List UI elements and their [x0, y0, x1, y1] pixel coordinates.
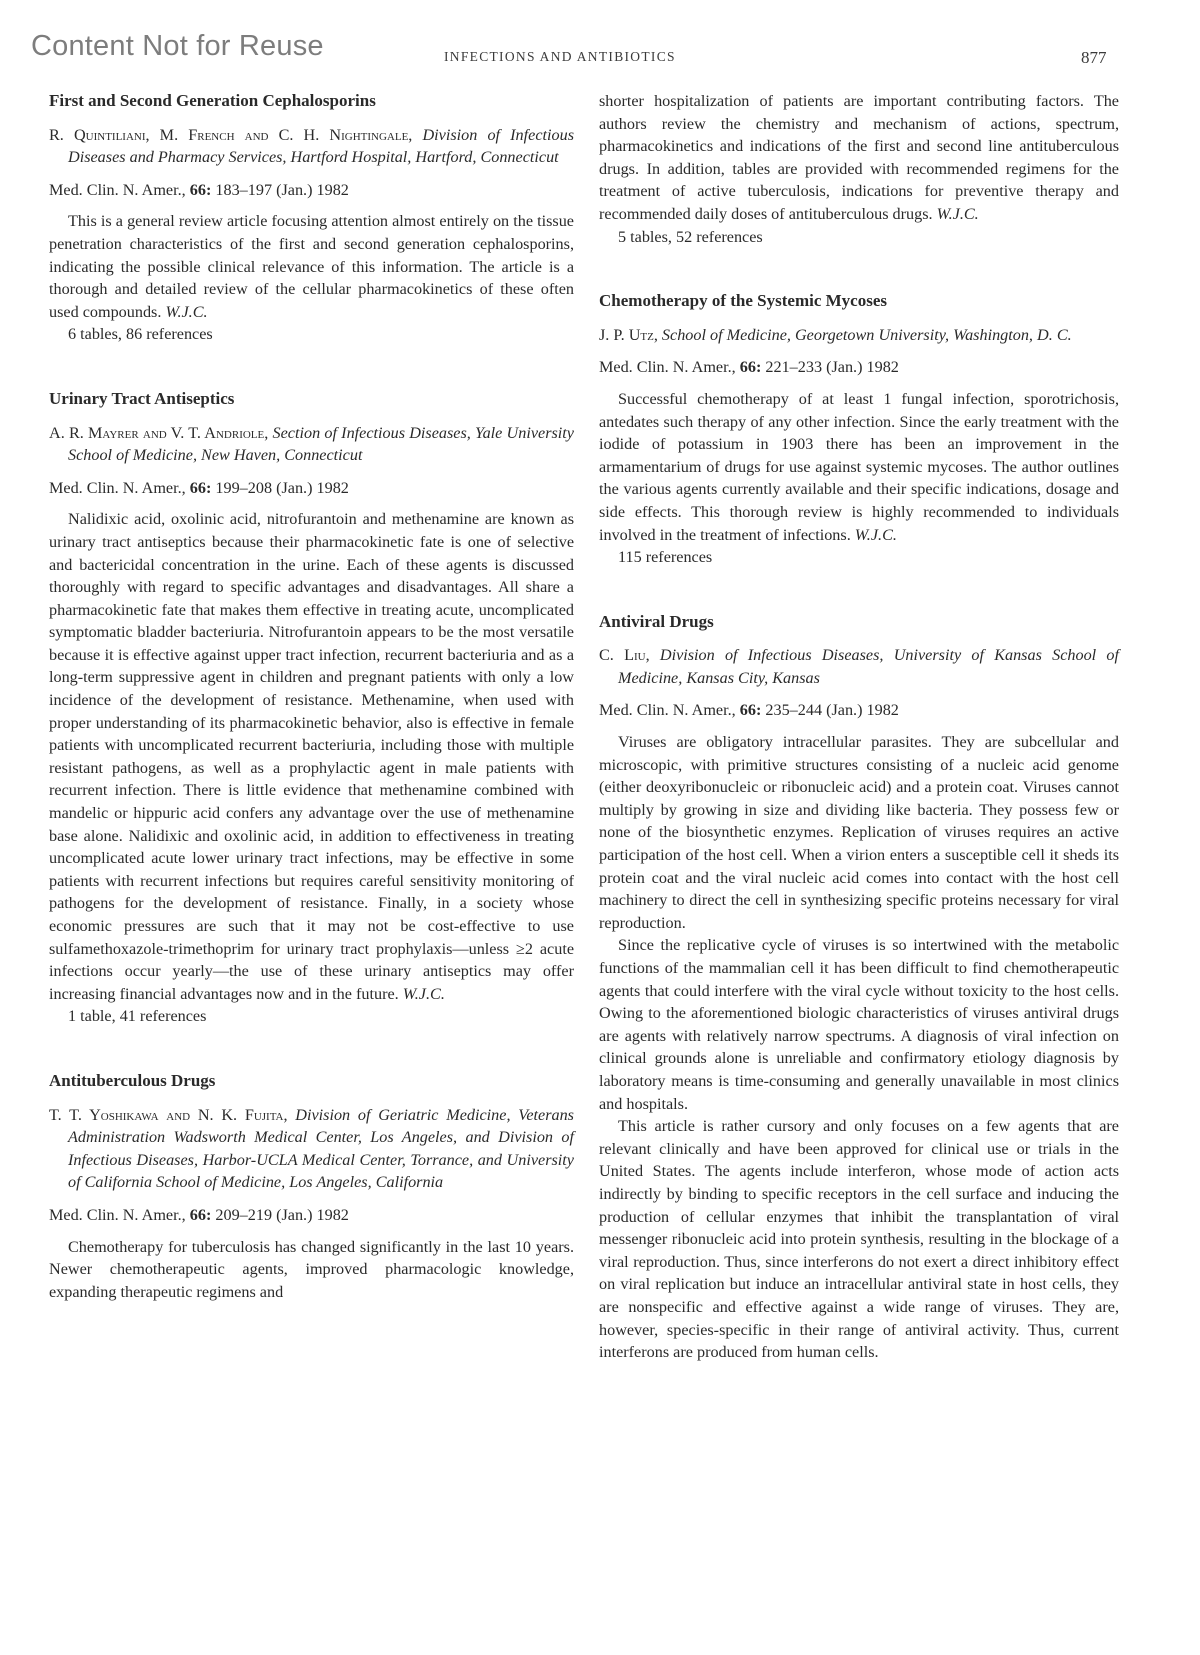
- abstract-paragraph: [599, 90, 1119, 226]
- author-names: R. Quintiliani, M. French and C. H. Nightingale,: [49, 125, 413, 144]
- article-authors: [49, 124, 574, 169]
- article-authors: [599, 644, 1119, 689]
- citation-volume: 66:: [189, 180, 212, 199]
- reviewer-initials: W.J.C.: [854, 525, 897, 544]
- right-column: [599, 90, 1119, 1364]
- left-column: [49, 90, 574, 1303]
- citation-volume: 66:: [739, 358, 762, 377]
- abstract-text: This is a general review article focusing attention almost entirely on the tissue penetration characteristics of the first and second generation cephalosporins, indicating the possible clinical relevance of this information. The article is a thorough and detailed review of the cellular pharmacokinetics of these often used compounds.: [49, 212, 574, 321]
- citation-volume: 66:: [739, 701, 762, 720]
- abstract-paragraph: Since the replicative cycle of viruses is so intertwined with the metabolic functions of the mammalian cell it has been difficult to find chemotherapeutic agents that could interfere with the viral cycle without toxicity to the host cells. Owing to the aforementioned biologic characteristics of viruses antiviral drugs are agents with relatively narrow spectrums. A diagnosis of viral infection on clinical grounds alone is unreliable and confirmatory etiology diagnosis by laboratory means is time-consuming and generally unavailable in most clinics and hospitals.: [599, 936, 1119, 1113]
- article-references: 6 tables, 86 references: [68, 325, 213, 344]
- article-antituberculous-drugs-continued: [599, 90, 1119, 248]
- reviewer-initials: W.J.C.: [165, 302, 208, 321]
- citation-volume: 66:: [189, 478, 212, 497]
- article-antiviral-drugs: [599, 611, 1119, 1364]
- article-title: Urinary Tract Antiseptics: [49, 388, 235, 408]
- page-number: 877: [1081, 48, 1107, 67]
- article-citation: [599, 356, 1119, 379]
- article-citation: [49, 179, 574, 202]
- reviewer-initials: W.J.C.: [936, 204, 979, 223]
- citation-pages: 183–197 (Jan.) 1982: [215, 180, 349, 199]
- author-names: A. R. Mayrer and V. T. Andriole,: [49, 423, 269, 442]
- abstract-paragraph: [599, 388, 1119, 546]
- article-systemic-mycoses: [599, 290, 1119, 569]
- citation-pages: 221–233 (Jan.) 1982: [765, 358, 899, 377]
- author-affiliation: Division of Infectious Diseases, University of Kansas School of Medicine, Kansas City, Kansas: [618, 646, 1119, 687]
- article-urinary-tract-antiseptics: [49, 388, 574, 1028]
- running-head: INFECTIONS AND ANTIBIOTICS: [444, 49, 676, 64]
- abstract-text: shorter hospitalization of patients are important contributing factors. The authors review the chemistry and mechanism of actions, spectrum, pharmacokinetics and indications of the first and second line antituberculous drugs. In addition, tables are provided with recommended regimens for the treatment of active tuberculosis, indications for preventive therapy and recommended daily doses of antituberculous drugs.: [599, 92, 1119, 223]
- citation-volume: 66:: [189, 1205, 212, 1224]
- author-affiliation: School of Medicine, Georgetown University, Washington, D. C.: [661, 325, 1072, 344]
- citation-pages: 199–208 (Jan.) 1982: [215, 478, 349, 497]
- abstract-paragraph: Chemotherapy for tuberculosis has changed significantly in the last 10 years. Newer chemotherapeutic agents, improved pharmacologic knowledge, expanding therapeutic regimens and: [49, 1237, 574, 1301]
- article-title: Antituberculous Drugs: [49, 1070, 216, 1090]
- article-title: Antiviral Drugs: [599, 611, 714, 631]
- article-authors: [49, 1104, 574, 1194]
- citation-journal: Med. Clin. N. Amer.,: [49, 1205, 186, 1224]
- article-references: 1 table, 41 references: [68, 1007, 207, 1026]
- author-names: T. T. Yoshikawa and N. K. Fujita,: [49, 1105, 288, 1124]
- article-antituberculous-drugs: [49, 1070, 574, 1303]
- author-affiliation: Division of Geriatric Medicine, Veterans Administration Wadsworth Medical Center, Los Angeles, and Division of Infectious Diseases, Harbor-UCLA Medical Center, Torrance, and University of California School of Medicine, Los Angeles, California: [68, 1105, 574, 1192]
- abstract-paragraph: [49, 508, 574, 1005]
- watermark: Content Not for Reuse: [31, 30, 324, 62]
- citation-journal: Med. Clin. N. Amer.,: [599, 358, 736, 377]
- author-names: J. P. Utz,: [599, 325, 658, 344]
- article-citation: [49, 477, 574, 500]
- article-citation: [49, 1204, 574, 1227]
- article-references: 5 tables, 52 references: [618, 227, 763, 246]
- article-authors: [599, 324, 1119, 347]
- citation-pages: 235–244 (Jan.) 1982: [765, 701, 899, 720]
- abstract-text: Nalidixic acid, oxolinic acid, nitrofurantoin and methenamine are known as urinary tract antiseptics because their pharmacokinetic fate is one of selective and bactericidal concentration in the urine. Each of these agents is discussed thoroughly with regard to specific advantages and disadvantages. All share a pharmacokinetic fate that makes them effective in treating acute, uncomplicated symptomatic bladder bacteriuria. Nitrofurantoin appears to be the most versatile because it is effective against upper tract infection, recurrent bacteriuria and as a long-term suppressive agent in children and pregnant patients with only a low incidence of the development of resistance. Methenamine, when used with proper understanding of its pharmacokinetic behavior, also is effective in female patients with uncomplicated recurrent bacteriuria, including those with multiple resistant pathogens, as well as a prophylactic agent in male patients with recurrent infection. There is little evidence that methenamine combined with mandelic or hippuric acid confers any advantage over the use of methenamine base alone. Nalidixic and oxolinic acid, in addition to effectiveness in treating uncomplicated acute lower urinary tract infections, may be effective in some patients with recurrent infections but requires careful sensitivity monitoring of pathogens for the development of resistance. Finally, in a society whose economic pressures are such that it may not be cost-effective to use sulfamethoxazole-trimethoprim for urinary tract prophylaxis—unless ≥2 acute infections occur yearly—the use of these urinary antiseptics may offer increasing financial advantages now and in the future.: [49, 510, 574, 1003]
- abstract-paragraph: This article is rather cursory and only focuses on a few agents that are relevant clinically and have been approved for clinical use or trials in the United States. The agents include interferon, whose mode of action acts indirectly by binding to specific receptors in the cell surface and inducing the production of cellular enzymes that inhibit the transplantation of viral messenger ribonucleic acid into protein synthesis, resulting in the blockage of a viral reproduction. Thus, since interferons do not exert a direct inhibitory effect on viral replication but induce an intracellular antiviral state in host cells, they are nonspecific and effective against a wide range of viruses. They are, however, species-specific in their range of antiviral activity. Thus, current interferons are produced from human cells.: [599, 1117, 1119, 1362]
- article-title: Chemotherapy of the Systemic Mycoses: [599, 291, 887, 311]
- author-affiliation: Division of Infectious Diseases and Pharmacy Services, Hartford Hospital, Hartford, Connecticut: [68, 125, 575, 167]
- citation-journal: Med. Clin. N. Amer.,: [49, 478, 186, 497]
- citation-pages: 209–219 (Jan.) 1982: [215, 1205, 349, 1224]
- abstract-text: Successful chemotherapy of at least 1 fungal infection, sporotrichosis, antedates such therapy of any other infection. Since the early treatment with the iodide of potassium in 1903 there has been an improvement in the armamentarium of drugs for use against systemic mycoses. The author outlines the various agents currently available and their specific indications, dosage and side effects. This thorough review is highly recommended to individuals involved in the treatment of infections.: [599, 389, 1119, 544]
- abstract-paragraph: Viruses are obligatory intracellular parasites. They are subcellular and microscopic, with primitive structures consisting of a nucleic acid genome (either deoxyribonucleic or ribonucleic acid) and a protein coat. Viruses cannot multiply by growing in size and dividing like bacteria. They possess few or none of the biosynthetic enzymes. Replication of viruses requires an active participation of the host cell. When a virion enters a susceptible cell it sheds its protein coat and the viral nucleic acid comes into contact with the host cell machinery to direct the cell in synthesizing specific proteins necessary for viral reproduction.: [599, 733, 1119, 932]
- article-title: First and Second Generation Cephalosporins: [49, 91, 376, 110]
- citation-journal: Med. Clin. N. Amer.,: [599, 701, 736, 720]
- article-references: 115 references: [618, 548, 713, 567]
- article-authors: [49, 422, 574, 467]
- author-names: C. Liu,: [599, 646, 650, 665]
- citation-journal: Med. Clin. N. Amer.,: [49, 180, 186, 199]
- author-affiliation: Section of Infectious Diseases, Yale University School of Medicine, New Haven, Connecticut: [68, 423, 574, 465]
- article-cephalosporins: [49, 90, 574, 346]
- article-citation: [599, 699, 1119, 722]
- reviewer-initials: W.J.C.: [402, 984, 445, 1003]
- abstract-paragraph: [49, 210, 574, 323]
